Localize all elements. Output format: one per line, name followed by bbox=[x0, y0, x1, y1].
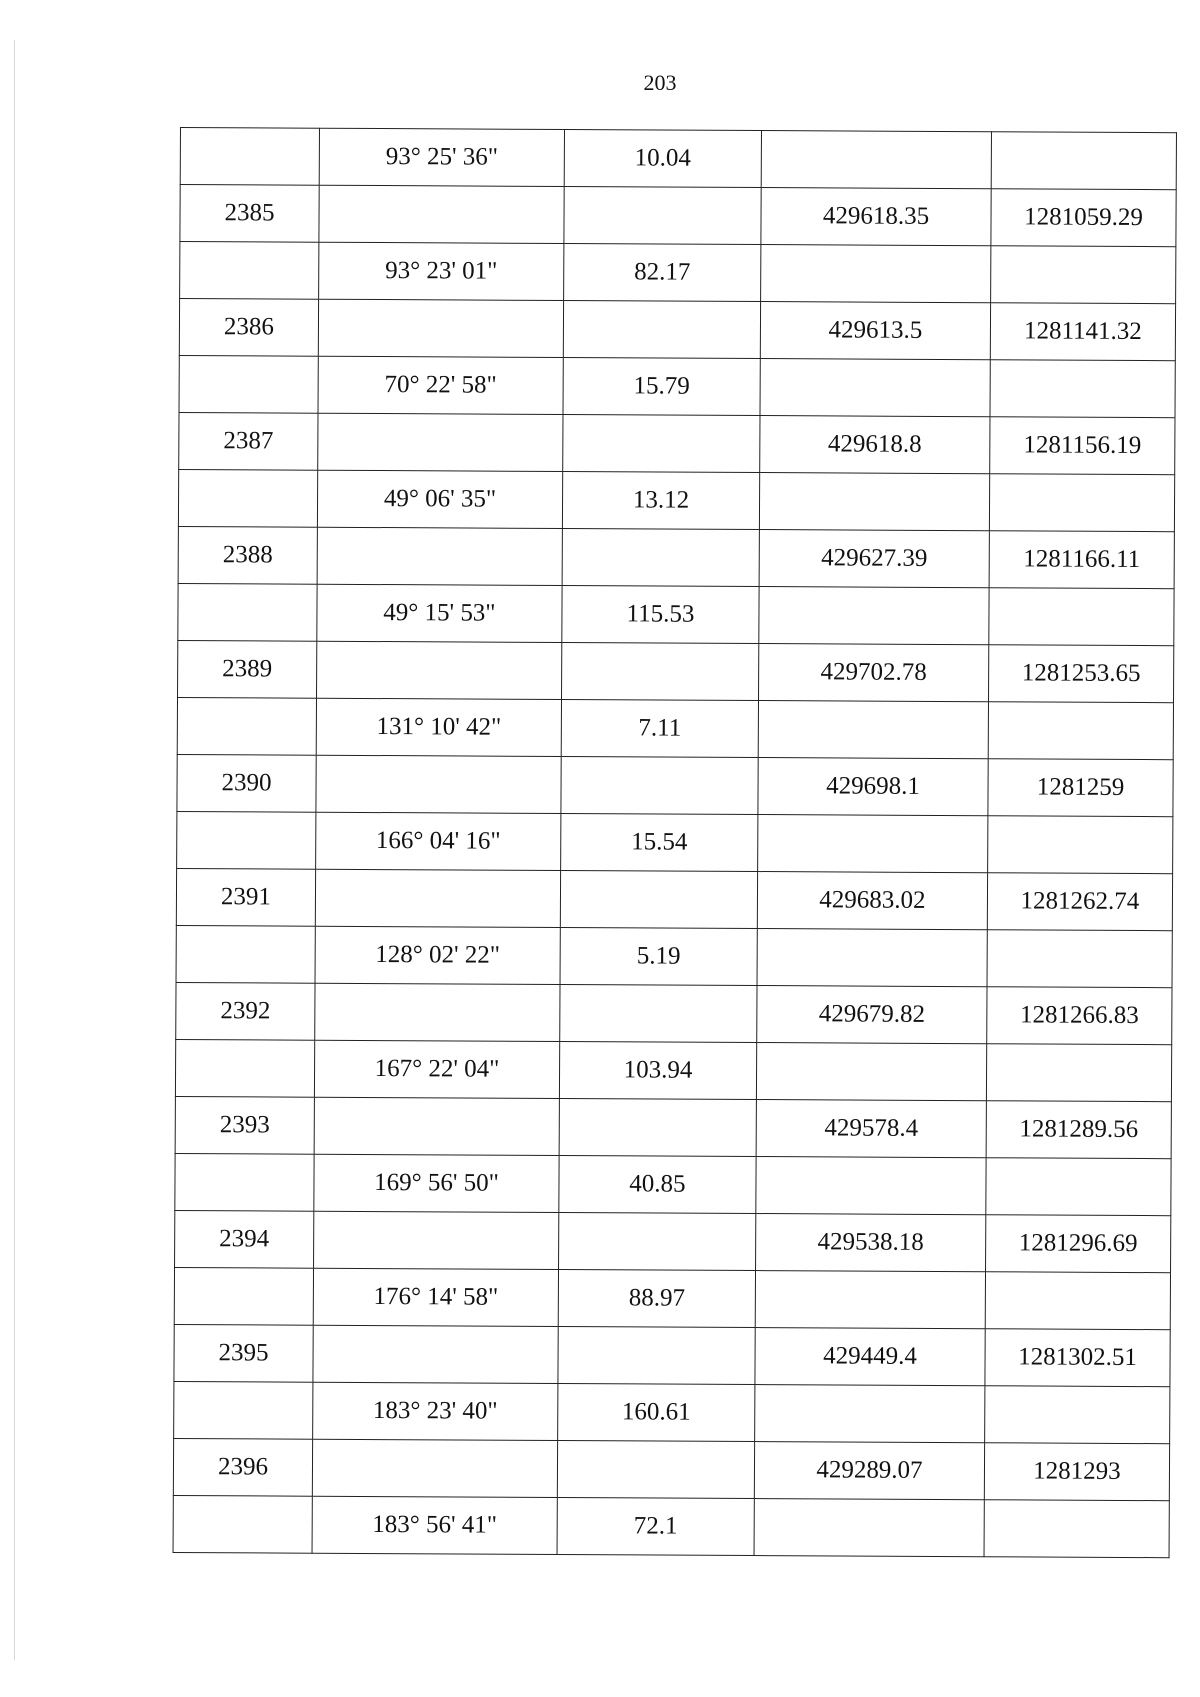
bearing-cell: 167° 22' 04" bbox=[314, 1040, 559, 1098]
northing-cell: 429702.78 bbox=[759, 644, 989, 702]
table-row bbox=[174, 1381, 1170, 1443]
station-cell bbox=[178, 469, 317, 527]
northing-cell bbox=[758, 701, 988, 759]
northing-cell bbox=[755, 1385, 985, 1443]
distance-cell: 15.54 bbox=[561, 814, 758, 872]
bearing-cell: 176° 14' 58" bbox=[313, 1268, 558, 1326]
bearing-cell: 128° 02' 22" bbox=[315, 926, 560, 984]
table-row bbox=[176, 868, 1172, 930]
bearing-cell: 49° 15' 53" bbox=[317, 584, 562, 642]
easting-cell bbox=[986, 1044, 1171, 1102]
table-row bbox=[178, 469, 1174, 531]
table-row bbox=[176, 982, 1172, 1044]
easting-cell bbox=[988, 702, 1173, 760]
northing-cell: 429289.07 bbox=[754, 1442, 984, 1500]
easting-cell bbox=[988, 816, 1173, 874]
northing-cell: 429618.8 bbox=[760, 416, 990, 474]
easting-cell: 1281296.69 bbox=[986, 1215, 1171, 1273]
northing-cell: 429613.5 bbox=[760, 302, 990, 360]
easting-cell: 1281059.29 bbox=[991, 189, 1176, 247]
survey-table-body bbox=[173, 128, 1176, 1558]
station-cell: 2390 bbox=[177, 754, 316, 812]
distance-cell: 15.79 bbox=[563, 358, 760, 416]
distance-cell: 160.61 bbox=[558, 1383, 755, 1441]
distance-cell bbox=[558, 1326, 755, 1384]
distance-cell: 13.12 bbox=[562, 472, 759, 530]
bearing-cell bbox=[315, 869, 560, 927]
table-row bbox=[177, 754, 1173, 816]
easting-cell: 1281266.83 bbox=[987, 987, 1172, 1045]
distance-cell: 103.94 bbox=[559, 1042, 756, 1100]
easting-cell bbox=[989, 588, 1174, 646]
station-cell bbox=[180, 242, 319, 300]
table-row bbox=[178, 640, 1174, 702]
table-row bbox=[176, 925, 1172, 987]
northing-cell bbox=[756, 1157, 986, 1215]
distance-cell: 10.04 bbox=[564, 130, 761, 188]
survey-table bbox=[173, 127, 1177, 1558]
easting-cell bbox=[985, 1272, 1170, 1330]
distance-cell: 7.11 bbox=[561, 700, 758, 758]
distance-cell bbox=[557, 1440, 754, 1498]
scan-margin-line bbox=[14, 40, 15, 1660]
bearing-cell: 93° 23' 01" bbox=[319, 242, 564, 300]
station-cell bbox=[175, 1039, 314, 1097]
easting-cell bbox=[991, 132, 1176, 190]
table-row bbox=[175, 1153, 1171, 1215]
bearing-cell: 49° 06' 35" bbox=[317, 470, 562, 528]
station-cell: 2385 bbox=[180, 185, 319, 243]
table-row bbox=[179, 299, 1175, 361]
northing-cell: 429618.35 bbox=[761, 188, 991, 246]
easting-cell: 1281166.11 bbox=[989, 531, 1174, 589]
northing-cell: 429449.4 bbox=[755, 1328, 985, 1386]
northing-cell bbox=[759, 473, 989, 531]
northing-cell bbox=[760, 359, 990, 417]
station-cell: 2386 bbox=[179, 299, 318, 357]
northing-cell: 429578.4 bbox=[756, 1100, 986, 1158]
table-row bbox=[175, 1210, 1171, 1272]
table-row bbox=[177, 811, 1173, 873]
distance-cell bbox=[560, 871, 757, 929]
distance-cell: 72.1 bbox=[557, 1497, 754, 1555]
bearing-cell: 131° 10' 42" bbox=[316, 698, 561, 756]
distance-cell bbox=[562, 643, 759, 701]
bearing-cell bbox=[314, 1097, 559, 1155]
northing-cell bbox=[758, 815, 988, 873]
distance-cell: 5.19 bbox=[560, 928, 757, 986]
station-cell bbox=[177, 697, 316, 755]
distance-cell bbox=[562, 529, 759, 587]
table-row bbox=[175, 1096, 1171, 1158]
distance-cell: 115.53 bbox=[562, 586, 759, 644]
distance-cell bbox=[564, 187, 761, 245]
distance-cell bbox=[559, 1098, 756, 1156]
distance-cell: 88.97 bbox=[558, 1269, 755, 1327]
easting-cell bbox=[990, 360, 1175, 418]
station-cell bbox=[179, 355, 318, 413]
table-row bbox=[180, 185, 1176, 247]
bearing-cell: 183° 56' 41" bbox=[312, 1496, 557, 1554]
northing-cell bbox=[755, 1271, 985, 1329]
station-cell bbox=[178, 583, 317, 641]
easting-cell bbox=[991, 246, 1176, 304]
bearing-cell: 166° 04' 16" bbox=[316, 812, 561, 870]
northing-cell bbox=[759, 587, 989, 645]
easting-cell: 1281289.56 bbox=[986, 1101, 1171, 1159]
easting-cell bbox=[989, 474, 1174, 532]
page-number: 203 bbox=[643, 70, 677, 95]
easting-cell bbox=[986, 1158, 1171, 1216]
easting-cell: 1281156.19 bbox=[990, 417, 1175, 475]
distance-cell bbox=[563, 301, 760, 359]
distance-cell bbox=[563, 415, 760, 473]
bearing-cell bbox=[312, 1439, 557, 1497]
station-cell bbox=[174, 1381, 313, 1439]
easting-cell: 1281253.65 bbox=[989, 645, 1174, 703]
station-cell: 2387 bbox=[179, 412, 318, 470]
table-row bbox=[178, 583, 1174, 645]
easting-cell bbox=[985, 1386, 1170, 1444]
station-cell: 2391 bbox=[176, 868, 315, 926]
distance-cell bbox=[559, 1212, 756, 1270]
table-row bbox=[173, 1495, 1169, 1557]
station-cell: 2395 bbox=[174, 1324, 313, 1382]
easting-cell bbox=[987, 930, 1172, 988]
northing-cell: 429627.39 bbox=[759, 530, 989, 588]
northing-cell: 429679.82 bbox=[757, 986, 987, 1044]
northing-cell: 429538.18 bbox=[756, 1214, 986, 1272]
table-row bbox=[173, 1438, 1169, 1500]
northing-cell: 429683.02 bbox=[757, 872, 987, 930]
table-row bbox=[174, 1267, 1170, 1329]
station-cell bbox=[176, 925, 315, 983]
bearing-cell bbox=[319, 185, 564, 243]
station-cell bbox=[175, 1153, 314, 1211]
bearing-cell bbox=[317, 641, 562, 699]
table-row bbox=[175, 1039, 1171, 1101]
bearing-cell: 169° 56' 50" bbox=[314, 1154, 559, 1212]
easting-cell: 1281259 bbox=[988, 759, 1173, 817]
easting-cell: 1281262.74 bbox=[987, 873, 1172, 931]
bearing-cell bbox=[318, 413, 563, 471]
bearing-cell bbox=[317, 527, 562, 585]
bearing-cell bbox=[315, 983, 560, 1041]
station-cell bbox=[174, 1267, 313, 1325]
station-cell: 2394 bbox=[175, 1210, 314, 1268]
northing-cell bbox=[761, 131, 991, 189]
northing-cell bbox=[761, 245, 991, 303]
table-row bbox=[180, 242, 1176, 304]
bearing-cell bbox=[314, 1211, 559, 1269]
station-cell: 2389 bbox=[178, 640, 317, 698]
station-cell: 2393 bbox=[175, 1096, 314, 1154]
bearing-cell bbox=[318, 299, 563, 357]
easting-cell: 1281302.51 bbox=[985, 1329, 1170, 1387]
table-row bbox=[179, 412, 1175, 474]
table-row bbox=[178, 526, 1174, 588]
easting-cell: 1281141.32 bbox=[990, 303, 1175, 361]
distance-cell bbox=[561, 757, 758, 815]
northing-cell bbox=[754, 1499, 984, 1557]
distance-cell: 40.85 bbox=[559, 1155, 756, 1213]
northing-cell bbox=[757, 929, 987, 987]
easting-cell bbox=[984, 1500, 1169, 1558]
station-cell: 2392 bbox=[176, 982, 315, 1040]
table-row bbox=[174, 1324, 1170, 1386]
bearing-cell: 93° 25' 36" bbox=[319, 128, 564, 186]
station-cell bbox=[180, 128, 319, 186]
northing-cell bbox=[756, 1043, 986, 1101]
bearing-cell bbox=[316, 755, 561, 813]
bearing-cell: 183° 23' 40" bbox=[313, 1382, 558, 1440]
northing-cell: 429698.1 bbox=[758, 758, 988, 816]
table-row bbox=[179, 355, 1175, 417]
station-cell: 2396 bbox=[173, 1438, 312, 1496]
easting-cell: 1281293 bbox=[984, 1443, 1169, 1501]
bearing-cell: 70° 22' 58" bbox=[318, 356, 563, 414]
station-cell bbox=[177, 811, 316, 869]
station-cell bbox=[173, 1495, 312, 1553]
distance-cell: 82.17 bbox=[564, 244, 761, 302]
table-row bbox=[177, 697, 1173, 759]
station-cell: 2388 bbox=[178, 526, 317, 584]
distance-cell bbox=[560, 985, 757, 1043]
bearing-cell bbox=[313, 1325, 558, 1383]
table-row bbox=[180, 128, 1176, 190]
